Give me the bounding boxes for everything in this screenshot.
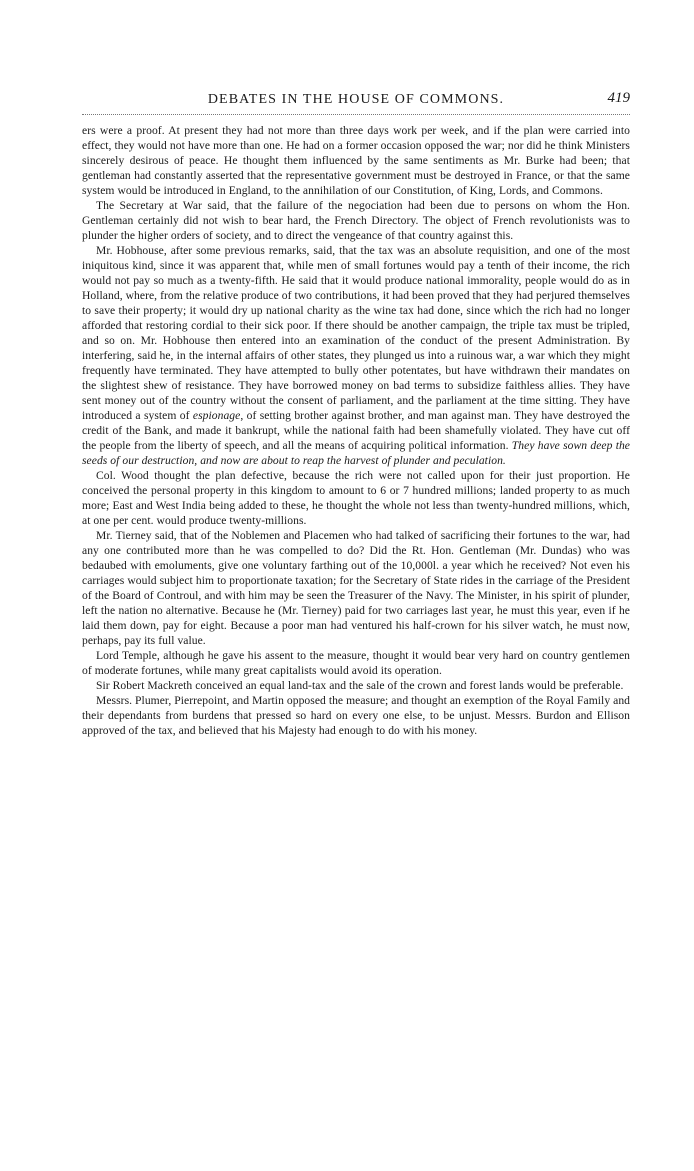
paragraph-mackreth: Sir Robert Mackreth conceived an equal land-tax and the sale of the crown and forest lands would be preferable. [96,679,624,692]
paragraph-col-wood: Col. Wood thought the plan defective, because the rich were not called upon for their just proportion. He conceived the personal property in this kingdom to amount to 6 or 7 hundred millions; landed property to as much more; East and West India being added to these, he thought the whole not less than twenty-hundred millions, which, at one per cent. would produce twenty-millions. [82,469,630,527]
espionage-word: espionage [192,409,241,422]
paragraph-tierney: Mr. Tierney said, that of the Noblemen and Placemen who had talked of sacrificing their fortunes to the war, had any one contributed more than he was compelled to do? Did the Rt. Hon. Gentleman (Mr. Dundas) who was bedaubed with emoluments, give one voluntary farthing out of the 10,000l. a year which he received? Not even his carriages would subject him to proportionate taxation; for the Secretary of State rides in the carriage of the President of the Board of Controul, and with him may be seen the Treasurer of the Navy. The Minister, in his spirit of plunder, left the nation no alternative. Because he (Mr. Tierney) paid for two carriages last year, he must this year, even if he laid them down, pay for eight. Because a poor man had ventured his half-crown for his silver watch, he must now, perhaps, pay its full value. [82,529,630,647]
paragraph-secretary-at-war: The Secretary at War said, that the failure of the negociation had been due to persons on whom the Hon. Gentleman certainly did not wish to bear hard, the French Directory. The object of French revolutionists was to plunder the higher orders of society, and to direct the vengeance of that country against this. [82,199,630,242]
paragraph-hobhouse [82,243,630,468]
paragraph-lord-temple: Lord Temple, although he gave his assent to the measure, thought it would bear very hard on country gentlemen of moderate fortunes, while many great capitalists would avoid its operation. [82,649,630,677]
book-page [82,90,630,738]
page-number: 419 [607,90,630,106]
page-body [82,123,630,738]
page-header [82,90,630,115]
paragraph-plumer-pierrepoint-martin: Messrs. Plumer, Pierrepoint, and Martin opposed the measure; and thought an exemption of the Royal Family and their dependants from burdens that pressed so hard on every one else, to be unjust. Messrs. Burdon and Ellison approved of the tax, and believed that his Majesty had enough to do with his money. [82,694,631,737]
paragraph-continuation: ers were a proof. At present they had not more than three days work per week, and if the plan were carried into effect, they would not have more than one. He had on a former occasion opposed the war; nor did he think Ministers sincerely desirous of peace. He thought them influenced by the same sentiments as Mr. Burke had been; that gentleman had constantly asserted that the representative government must be destroyed in France, or that the same system would be introduced in England, to the annihilation of our Constitution, of King, Lords, and Commons. [82,124,630,197]
hobhouse-text-a: Mr. Hobhouse, after some previous remarks, said, that the tax was an absolute requisition, and one of the most iniquitous kind, since it was apparent that, while men of small fortunes would pay a tenth of their income, the rich would not pay so much as a twenty-fifth. He said that it would produce national immorality, people would do as in Holland, where, from the relative produce of two contributions, it had been proved that they had perjured themselves to save their property; it would dry up national charity as the wine tax had done, since which the rich had no longer afforded that restoring cordial to their sick poor. If there should be another campaign, the triple tax must be tripled, and so on. Mr. Hobhouse then entered into an examination of the conduct of the present Administration. By interfering, said he, in the internal affairs of other states, they plunged us into a ruinous war, a war which they might frequently have terminated. They have attempted to bully other potentates, but have withdrawn their mandates on the slightest shew of resistance. They have borrowed money on bad terms to subsidize faithless allies. They have sent money out of the country without the consent of parliament, and the parliament at the time sitting. They have introduced a system of [82,244,630,422]
hobhouse-italic-closing: They have sown deep the seeds of our destruction, and now are about to reap the harvest of plunder and peculation. [82,439,631,467]
hobhouse-text-b: , of setting brother against brother, and man against man. They have destroyed the credit of the Bank, and made it bankrupt, while the national faith had been shamefully violated. They have cut off the people from the liberty of speech, and all the means of acquiring political information. [82,409,630,452]
running-title: DEBATES IN THE HOUSE OF COMMONS. [207,92,505,107]
